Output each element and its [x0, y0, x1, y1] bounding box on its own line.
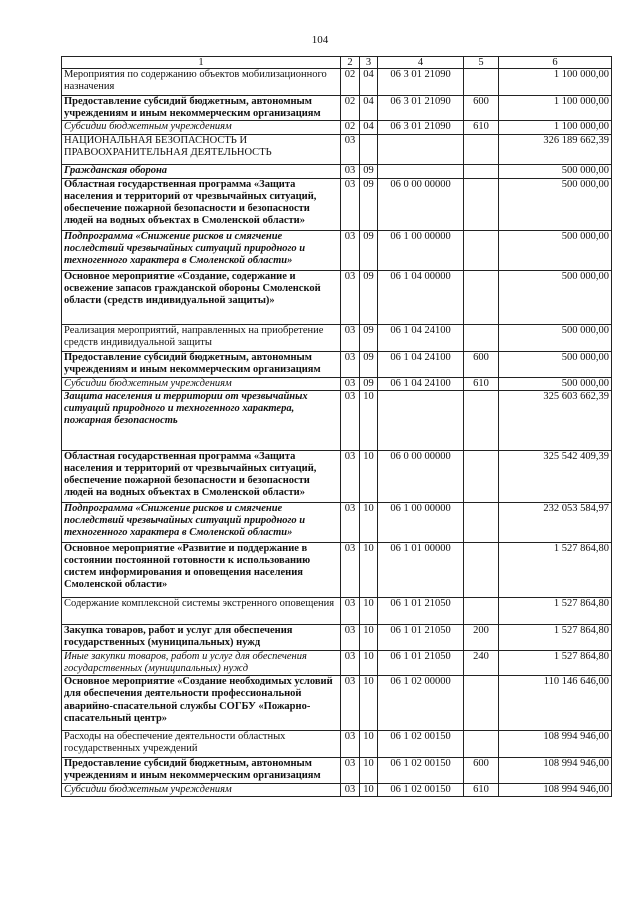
table-row: [62, 784, 612, 797]
table-row: [62, 164, 612, 178]
table-row: [62, 134, 612, 164]
table-row: [62, 178, 612, 230]
row-name-cell: Основное мероприятие «Развитие и поддержание в состоянии постоянной готовности к использованию систем информирования и оповещения населения Смоленской области»: [62, 542, 341, 597]
expense-type-cell: [464, 450, 499, 502]
section-code-cell: 03: [341, 650, 360, 675]
expense-type-cell: [464, 164, 499, 178]
amount-cell: 325 542 409,39: [499, 450, 612, 502]
budget-table: [61, 56, 612, 797]
header-cell: 2: [341, 57, 360, 69]
target-item-cell: 06 1 01 00000: [378, 542, 464, 597]
expense-type-cell: 240: [464, 650, 499, 675]
amount-cell: 500 000,00: [499, 230, 612, 270]
section-code-cell: 03: [341, 450, 360, 502]
table-row: [62, 230, 612, 270]
table-row: [62, 597, 612, 624]
section-code-cell: 03: [341, 324, 360, 351]
expense-type-cell: [464, 390, 499, 450]
subsection-code-cell: 09: [360, 270, 378, 324]
row-name-cell: Областная государственная программа «Защита населения и территорий от чрезвычайных ситуаций, обеспечение пожарной безопасности и безопасности людей на водных объектах в Смоленской области»: [62, 178, 341, 230]
amount-cell: 1 527 864,80: [499, 650, 612, 675]
section-code-cell: 03: [341, 542, 360, 597]
row-name-cell: Основное мероприятие «Создание необходимых условий для обеспечения деятельности профессиональной аварийно-спасательной службы СОГБУ «Пожарно-спасательный центр»: [62, 676, 341, 731]
section-code-cell: 03: [341, 230, 360, 270]
target-item-cell: 06 1 04 24100: [378, 324, 464, 351]
expense-type-cell: [464, 230, 499, 270]
amount-cell: 1 527 864,80: [499, 542, 612, 597]
row-name-cell: Подпрограмма «Снижение рисков и смягчение последствий чрезвычайных ситуаций природного и техногенного характера в Смоленской области»: [62, 230, 341, 270]
section-code-cell: 03: [341, 178, 360, 230]
expense-type-cell: 610: [464, 121, 499, 134]
header-row: [62, 57, 612, 69]
subsection-code-cell: 09: [360, 178, 378, 230]
subsection-code-cell: 10: [360, 502, 378, 542]
subsection-code-cell: 10: [360, 597, 378, 624]
target-item-cell: 06 1 00 00000: [378, 230, 464, 270]
expense-type-cell: [464, 676, 499, 731]
target-item-cell: 06 1 02 00150: [378, 758, 464, 784]
section-code-cell: 02: [341, 121, 360, 134]
subsection-code-cell: 10: [360, 758, 378, 784]
amount-cell: 108 994 946,00: [499, 784, 612, 797]
subsection-code-cell: 10: [360, 731, 378, 758]
section-code-cell: 03: [341, 758, 360, 784]
subsection-code-cell: 10: [360, 784, 378, 797]
subsection-code-cell: 10: [360, 676, 378, 731]
target-item-cell: [378, 390, 464, 450]
subsection-code-cell: 04: [360, 121, 378, 134]
subsection-code-cell: 10: [360, 390, 378, 450]
section-code-cell: 02: [341, 69, 360, 96]
expense-type-cell: 610: [464, 377, 499, 390]
table-row: [62, 758, 612, 784]
amount-cell: 500 000,00: [499, 324, 612, 351]
expense-type-cell: [464, 502, 499, 542]
row-name-cell: Субсидии бюджетным учреждениям: [62, 377, 341, 390]
amount-cell: 1 100 000,00: [499, 121, 612, 134]
subsection-code-cell: 10: [360, 542, 378, 597]
section-code-cell: 03: [341, 134, 360, 164]
amount-cell: 500 000,00: [499, 351, 612, 377]
expense-type-cell: [464, 542, 499, 597]
section-code-cell: 03: [341, 784, 360, 797]
table-row: [62, 270, 612, 324]
subsection-code-cell: [360, 134, 378, 164]
row-name-cell: Подпрограмма «Снижение рисков и смягчение последствий чрезвычайных ситуаций природного и техногенного характера в Смоленской области»: [62, 502, 341, 542]
row-name-cell: Предоставление субсидий бюджетным, автономным учреждениям и иным некоммерческим организациям: [62, 758, 341, 784]
section-code-cell: 03: [341, 377, 360, 390]
target-item-cell: 06 3 01 21090: [378, 96, 464, 121]
subsection-code-cell: 09: [360, 324, 378, 351]
subsection-code-cell: 04: [360, 96, 378, 121]
amount-cell: 326 189 662,39: [499, 134, 612, 164]
expense-type-cell: 600: [464, 758, 499, 784]
amount-cell: 325 603 662,39: [499, 390, 612, 450]
target-item-cell: 06 1 01 21050: [378, 624, 464, 650]
expense-type-cell: [464, 270, 499, 324]
section-code-cell: 03: [341, 351, 360, 377]
target-item-cell: 06 1 01 21050: [378, 597, 464, 624]
amount-cell: 1 100 000,00: [499, 96, 612, 121]
target-item-cell: 06 1 02 00000: [378, 676, 464, 731]
amount-cell: 110 146 646,00: [499, 676, 612, 731]
table-row: [62, 624, 612, 650]
table-row: [62, 650, 612, 675]
section-code-cell: 03: [341, 164, 360, 178]
target-item-cell: 06 3 01 21090: [378, 69, 464, 96]
target-item-cell: 06 1 00 00000: [378, 502, 464, 542]
target-item-cell: 06 1 04 24100: [378, 351, 464, 377]
header-cell: 4: [378, 57, 464, 69]
row-name-cell: Областная государственная программа «Защита населения и территорий от чрезвычайных ситуаций, обеспечение пожарной безопасности и безопасности людей на водных объектах в Смоленской области»: [62, 450, 341, 502]
row-name-cell: Субсидии бюджетным учреждениям: [62, 784, 341, 797]
amount-cell: 108 994 946,00: [499, 758, 612, 784]
expense-type-cell: [464, 134, 499, 164]
header-cell: 5: [464, 57, 499, 69]
section-code-cell: 02: [341, 96, 360, 121]
target-item-cell: 06 1 04 24100: [378, 377, 464, 390]
expense-type-cell: [464, 597, 499, 624]
row-name-cell: Предоставление субсидий бюджетным, автономным учреждениям и иным некоммерческим организациям: [62, 351, 341, 377]
expense-type-cell: [464, 178, 499, 230]
table-row: [62, 351, 612, 377]
amount-cell: 500 000,00: [499, 270, 612, 324]
table-row: [62, 450, 612, 502]
header-cell: 6: [499, 57, 612, 69]
table-row: [62, 502, 612, 542]
table-row: [62, 324, 612, 351]
table-row: [62, 390, 612, 450]
amount-cell: 232 053 584,97: [499, 502, 612, 542]
header-cell: 1: [62, 57, 341, 69]
subsection-code-cell: 09: [360, 230, 378, 270]
target-item-cell: 06 1 04 00000: [378, 270, 464, 324]
subsection-code-cell: 10: [360, 624, 378, 650]
target-item-cell: 06 1 02 00150: [378, 731, 464, 758]
section-code-cell: 03: [341, 390, 360, 450]
row-name-cell: Расходы на обеспечение деятельности областных государственных учреждений: [62, 731, 341, 758]
table-row: [62, 69, 612, 96]
expense-type-cell: 600: [464, 96, 499, 121]
section-code-cell: 03: [341, 502, 360, 542]
row-name-cell: Предоставление субсидий бюджетным, автономным учреждениям и иным некоммерческим организациям: [62, 96, 341, 121]
row-name-cell: Основное мероприятие «Создание, содержание и освежение запасов гражданской обороны Смоленской области (средств индивидуальной защиты)»: [62, 270, 341, 324]
section-code-cell: 03: [341, 676, 360, 731]
table-row: [62, 676, 612, 731]
subsection-code-cell: 04: [360, 69, 378, 96]
row-name-cell: Иные закупки товаров, работ и услуг для обеспечения государственных (муниципальных) нужд: [62, 650, 341, 675]
amount-cell: 1 527 864,80: [499, 597, 612, 624]
table-row: [62, 121, 612, 134]
section-code-cell: 03: [341, 731, 360, 758]
expense-type-cell: [464, 731, 499, 758]
target-item-cell: [378, 134, 464, 164]
subsection-code-cell: 09: [360, 377, 378, 390]
amount-cell: 1 100 000,00: [499, 69, 612, 96]
amount-cell: 500 000,00: [499, 178, 612, 230]
table-row: [62, 542, 612, 597]
subsection-code-cell: 09: [360, 351, 378, 377]
target-item-cell: [378, 164, 464, 178]
expense-type-cell: 610: [464, 784, 499, 797]
section-code-cell: 03: [341, 624, 360, 650]
target-item-cell: 06 1 02 00150: [378, 784, 464, 797]
section-code-cell: 03: [341, 270, 360, 324]
section-code-cell: 03: [341, 597, 360, 624]
row-name-cell: НАЦИОНАЛЬНАЯ БЕЗОПАСНОСТЬ И ПРАВООХРАНИТЕЛЬНАЯ ДЕЯТЕЛЬНОСТЬ: [62, 134, 341, 164]
expense-type-cell: 200: [464, 624, 499, 650]
expense-type-cell: [464, 324, 499, 351]
header-cell: 3: [360, 57, 378, 69]
target-item-cell: 06 1 01 21050: [378, 650, 464, 675]
expense-type-cell: 600: [464, 351, 499, 377]
row-name-cell: Содержание комплексной системы экстренного оповещения: [62, 597, 341, 624]
row-name-cell: Реализация мероприятий, направленных на приобретение средств индивидуальной защиты: [62, 324, 341, 351]
row-name-cell: Защита населения и территории от чрезвычайных ситуаций природного и техногенного характера, пожарная безопасность: [62, 390, 341, 450]
subsection-code-cell: 09: [360, 164, 378, 178]
subsection-code-cell: 10: [360, 650, 378, 675]
row-name-cell: Гражданская оборона: [62, 164, 341, 178]
amount-cell: 108 994 946,00: [499, 731, 612, 758]
amount-cell: 500 000,00: [499, 164, 612, 178]
row-name-cell: Субсидии бюджетным учреждениям: [62, 121, 341, 134]
page-number: 104: [311, 34, 329, 46]
table-row: [62, 96, 612, 121]
row-name-cell: Мероприятия по содержанию объектов мобилизационного назначения: [62, 69, 341, 96]
row-name-cell: Закупка товаров, работ и услуг для обеспечения государственных (муниципальных) нужд: [62, 624, 341, 650]
table-row: [62, 731, 612, 758]
amount-cell: 500 000,00: [499, 377, 612, 390]
target-item-cell: 06 0 00 00000: [378, 450, 464, 502]
expense-type-cell: [464, 69, 499, 96]
table-row: [62, 377, 612, 390]
target-item-cell: 06 0 00 00000: [378, 178, 464, 230]
amount-cell: 1 527 864,80: [499, 624, 612, 650]
target-item-cell: 06 3 01 21090: [378, 121, 464, 134]
subsection-code-cell: 10: [360, 450, 378, 502]
